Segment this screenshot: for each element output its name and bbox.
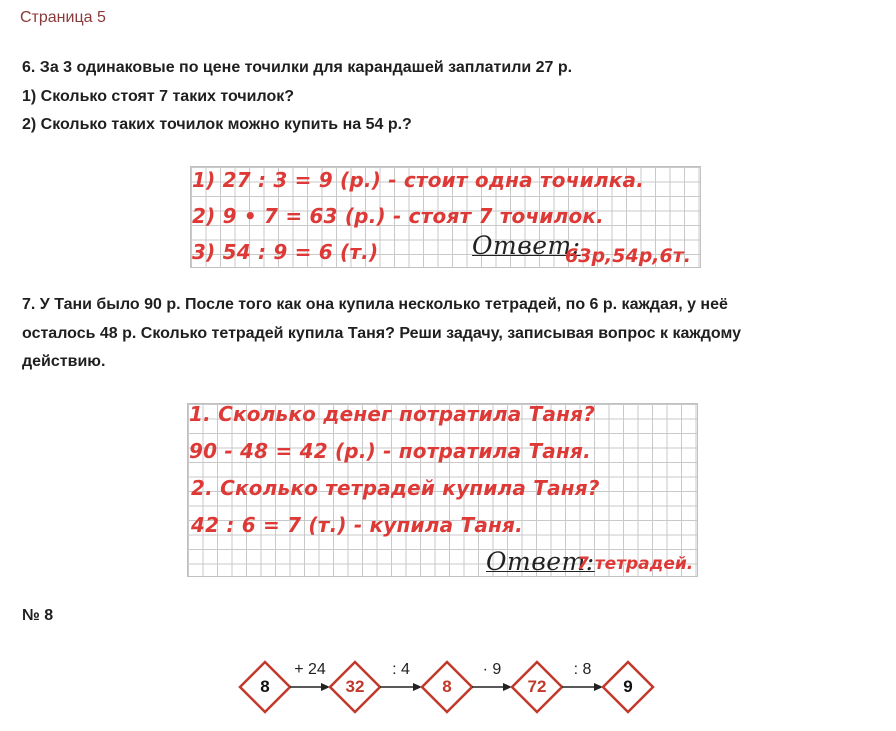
task6-answer-value: 63р,54р,6т. bbox=[565, 245, 691, 267]
task7-statement-line-2: осталось 48 р. Сколько тетрадей купила Таня? Реши задачу, записывая вопрос к каждому bbox=[22, 325, 741, 342]
task6-question-1: 1) Сколько стоят 7 таких точилок? bbox=[22, 88, 295, 105]
task7-solution-line-3: 2. Сколько тетрадей купила Таня? bbox=[191, 476, 600, 500]
task6-answer-label: Ответ: bbox=[472, 231, 581, 260]
task6-solution-line-1: 1) 27 : 3 = 9 (р.) - стоит одна точилка. bbox=[192, 168, 644, 192]
chain-operation-label: · 9 bbox=[482, 661, 502, 678]
chain-number: 32 bbox=[345, 677, 365, 696]
task6-solution-line-2: 2) 9 • 7 = 63 (р.) - стоят 7 точилок. bbox=[192, 204, 604, 228]
task7-answer-value: 7 тетрадей. bbox=[577, 554, 694, 574]
chain-operation-label: : 4 bbox=[392, 661, 410, 678]
task7-statement-line-1: 7. У Тани было 90 р. После того как она купила несколько тетрадей, по 6 р. каждая, у неё bbox=[22, 296, 728, 313]
task7-statement-line-3: действию. bbox=[22, 353, 106, 370]
chain-operation-label: : 8 bbox=[573, 661, 592, 678]
task8-heading: № 8 bbox=[22, 607, 54, 624]
chain-number: 8 bbox=[260, 677, 270, 696]
task6-statement-line-1: 6. За 3 одинаковые по цене точилки для карандашей заплатили 27 р. bbox=[22, 59, 573, 76]
task6-solution-line-3: 3) 54 : 9 = 6 (т.) bbox=[192, 240, 379, 264]
page-title: Страница 5 bbox=[20, 9, 106, 26]
task7-solution-line-4: 42 : 6 = 7 (т.) - купила Таня. bbox=[191, 513, 523, 537]
chain-operation-label: + 24 bbox=[294, 661, 326, 678]
task7-solution-line-1: 1. Сколько денег потратила Таня? bbox=[189, 402, 596, 426]
task7-solution-line-2: 90 - 48 = 42 (р.) - потратила Таня. bbox=[189, 439, 591, 463]
chain-number: 9 bbox=[623, 677, 633, 696]
task7-answer-label: Ответ: bbox=[486, 547, 595, 576]
chain-number: 8 bbox=[442, 677, 452, 696]
chain-number: 72 bbox=[527, 677, 547, 696]
task6-question-2: 2) Сколько таких точилок можно купить на 54 р.? bbox=[22, 116, 412, 133]
